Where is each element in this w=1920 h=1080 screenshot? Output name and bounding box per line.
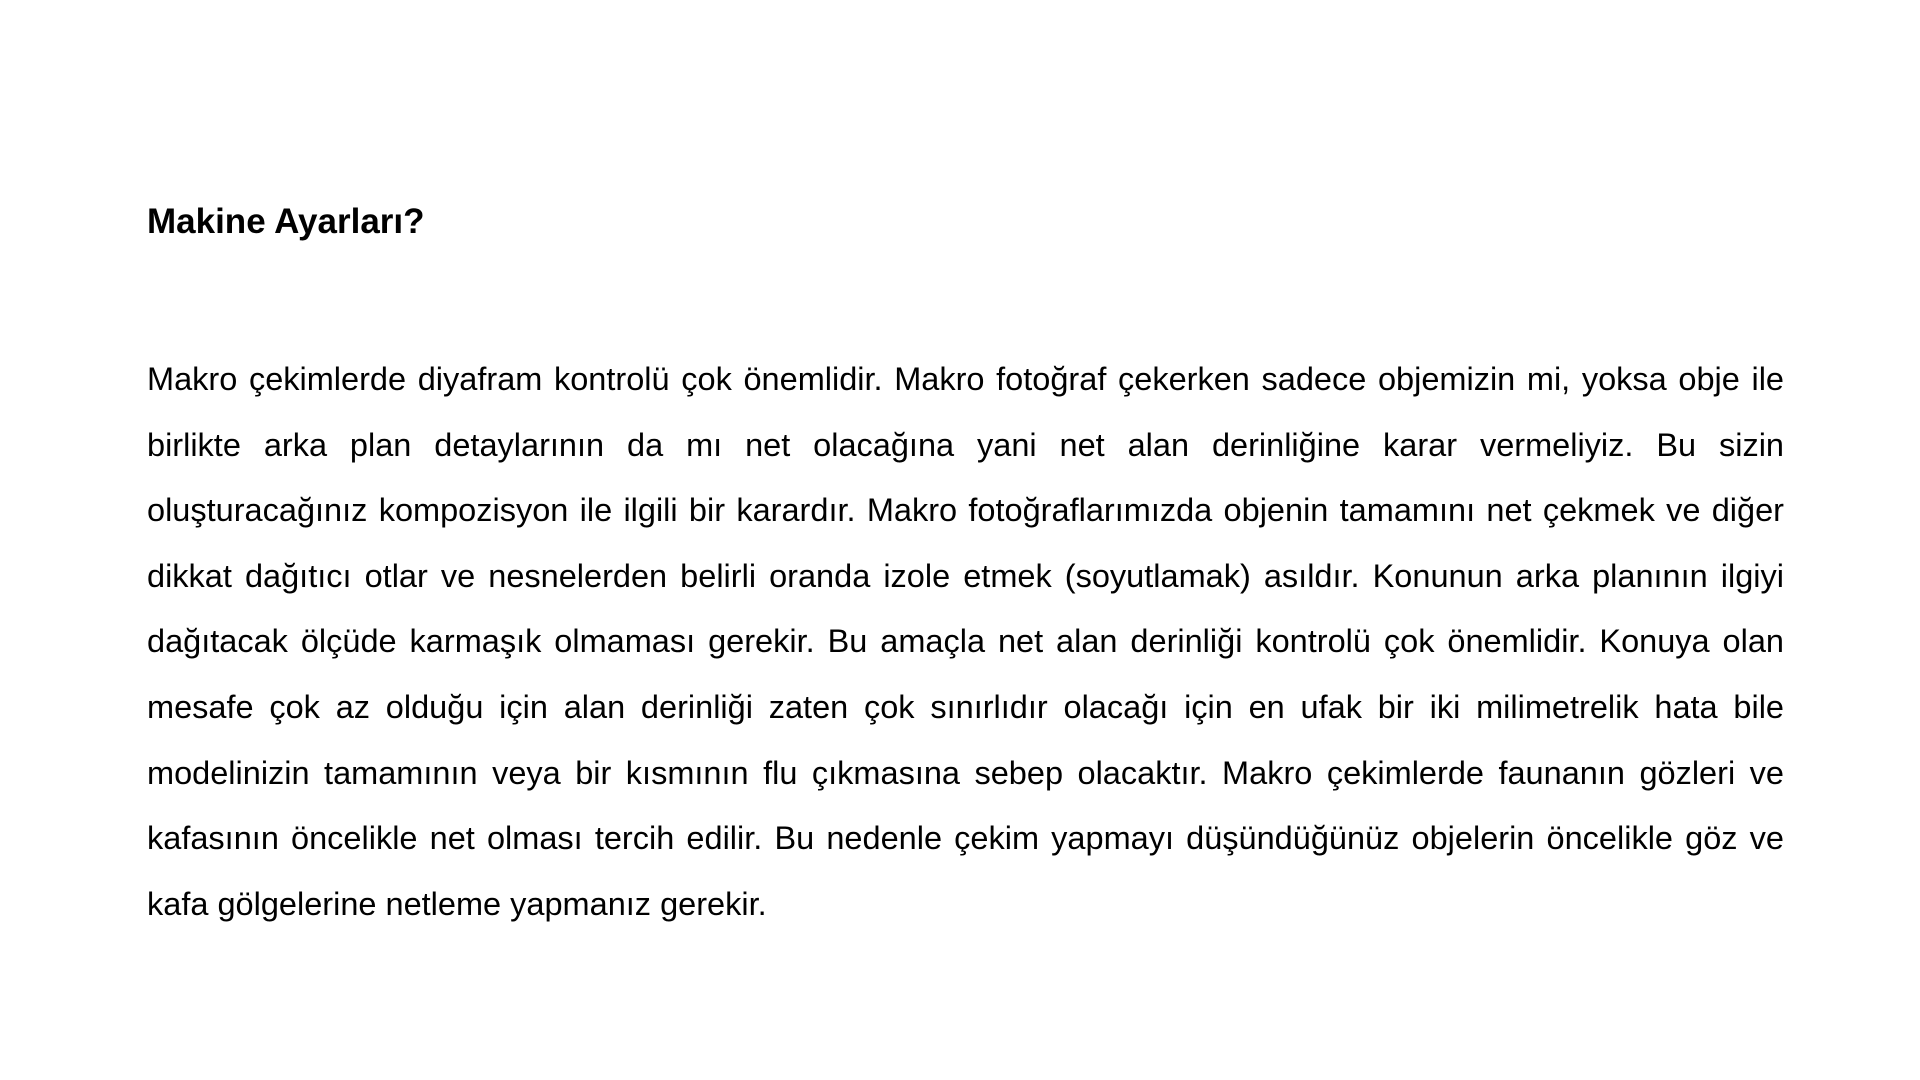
body-paragraph: Makro çekimlerde diyafram kontrolü çok önemlidir. Makro fotoğraf çekerken sadece objemizin mi, yoksa obje ile birlikte arka plan detaylarının da mı net olacağına yani net alan derinliğine karar vermeliyiz. Bu sizin oluşturacağınız kompozisyon ile ilgili bir karardır. Makro fotoğraflarımızda objenin tamamını net çekmek ve diğer dikkat dağıtıcı otlar ve nesnelerden belirli oranda izole etmek (soyutlamak) asıldır. Konunun arka planının ilgiyi dağıtacak ölçüde karmaşık olmaması gerekir. Bu amaçla net alan derinliği kontrolü çok önemlidir. Konuya olan mesafe çok az olduğu için alan derinliği zaten çok sınırlıdır olacağı için en ufak bir iki milimetrelik hata bile modelinizin tamamının veya bir kısmının flu çıkmasına sebep olacaktır. Makro çekimlerde faunanın gözleri ve kafasının öncelikle net olması tercih edilir. Bu nedenle çekim yapmayı düşündüğünüz objelerin öncelikle göz ve kafa gölgelerine netleme yapmanız gerekir. (147, 361, 1784, 922)
page-heading: Makine Ayarları? (147, 202, 425, 241)
